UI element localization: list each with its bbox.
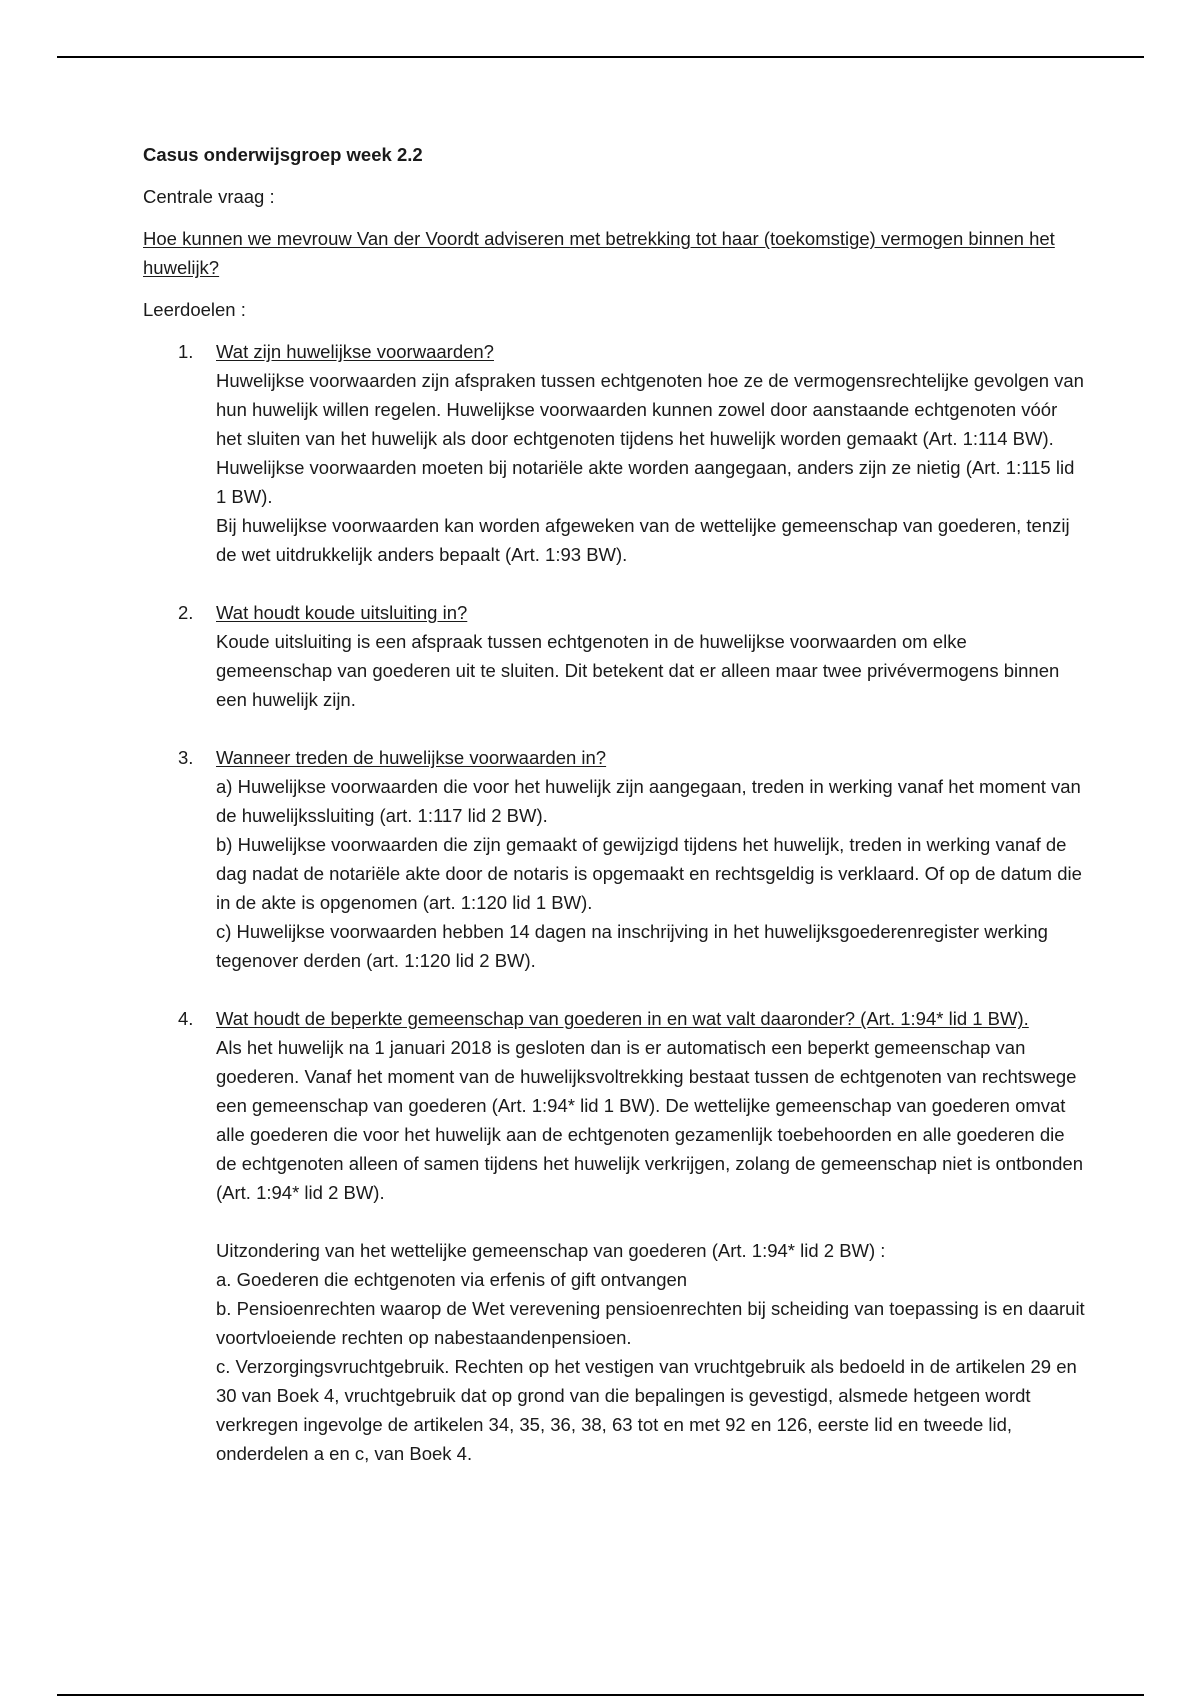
document-body	[143, 140, 1088, 1468]
question-heading: Wanneer treden de huwelijkse voorwaarden in?	[216, 747, 607, 768]
list-number: 2.	[178, 602, 194, 623]
central-question-label: Centrale vraag :	[143, 186, 275, 207]
answer-text: b) Huwelijkse voorwaarden die zijn gemaakt of gewijzigd tijdens het huwelijk, treden in werking vanaf de dag nadat de notariële akte door de notaris is opgemaakt en rechtsgeldig is verklaard. Of op de datum die in de akte is opgenomen (art. 1:120 lid 1 BW).	[216, 834, 1082, 913]
central-question: Hoe kunnen we mevrouw Van der Voordt adviseren met betrekking tot haar (toekomstige) vermogen binnen het huwelijk?	[143, 228, 1055, 278]
learning-goal-4	[143, 1004, 1088, 1468]
exception-item: c. Verzorgingsvruchtgebruik. Rechten op het vestigen van vruchtgebruik als bedoeld in de artikelen 29 en 30 van Boek 4, vruchtgebruik dat op grond van die bepalingen is gevestigd, alsmede hetgeen wordt verkregen ingevolge de artikelen 34, 35, 36, 38, 63 tot en met 92 en 126, eerste lid en tweede lid, onderdelen a en c, van Boek 4.	[216, 1356, 1077, 1464]
question-heading: Wat houdt de beperkte gemeenschap van goederen in en wat valt daaronder? (Art. 1:94* lid 1 BW).	[216, 1008, 1029, 1029]
learning-goal-2	[143, 598, 1088, 714]
answer-text: a) Huwelijkse voorwaarden die voor het huwelijk zijn aangegaan, treden in werking vanaf het moment van de huwelijkssluiting (art. 1:117 lid 2 BW).	[216, 776, 1081, 826]
learning-goals-label: Leerdoelen :	[143, 299, 246, 320]
answer-text: Huwelijkse voorwaarden zijn afspraken tussen echtgenoten hoe ze de vermogensrechtelijke gevolgen van hun huwelijk willen regelen. Huwelijkse voorwaarden kunnen zowel door aanstaande echtgenoten vóór het sluiten van het huwelijk als door echtgenoten tijdens het huwelijk worden gemaakt (Art. 1:114 BW). Huwelijkse voorwaarden moeten bij notariële akte worden aangegaan, anders zijn ze nietig (Art. 1:115 lid 1 BW).	[216, 370, 1084, 507]
list-number: 4.	[178, 1008, 194, 1029]
answer-text: c) Huwelijkse voorwaarden hebben 14 dagen na inschrijving in het huwelijksgoederenregister werking tegenover derden (art. 1:120 lid 2 BW).	[216, 921, 1048, 971]
paragraph-gap	[216, 1207, 1088, 1236]
document-title: Casus onderwijsgroep week 2.2	[143, 144, 423, 165]
answer-text: Als het huwelijk na 1 januari 2018 is gesloten dan is er automatisch een beperkt gemeenschap van goederen. Vanaf het moment van de huwelijksvoltrekking bestaat tussen de echtgenoten van rechtswege een gemeenschap van goederen (Art. 1:94* lid 1 BW). De wettelijke gemeenschap van goederen omvat alle goederen die voor het huwelijk aan de echtgenoten gezamenlijk toebehoorden en alle goederen die de echtgenoten alleen of samen tijdens het huwelijk verkrijgen, zolang de gemeenschap niet is ontbonden (Art. 1:94* lid 2 BW).	[216, 1037, 1083, 1203]
top-rule	[57, 56, 1144, 58]
exceptions-heading: Uitzondering van het wettelijke gemeenschap van goederen (Art. 1:94* lid 2 BW) :	[216, 1240, 886, 1261]
list-number: 1.	[178, 341, 194, 362]
list-number: 3.	[178, 747, 194, 768]
exception-item: a. Goederen die echtgenoten via erfenis of gift ontvangen	[216, 1269, 688, 1290]
learning-goal-1	[143, 337, 1088, 569]
question-heading: Wat zijn huwelijkse voorwaarden?	[216, 341, 494, 362]
exception-item: b. Pensioenrechten waarop de Wet verevening pensioenrechten bij scheiding van toepassing is en daaruit voortvloeiende rechten op nabestaandenpensioen.	[216, 1298, 1085, 1348]
answer-text: Bij huwelijkse voorwaarden kan worden afgeweken van de wettelijke gemeenschap van goederen, tenzij de wet uitdrukkelijk anders bepaalt (Art. 1:93 BW).	[216, 515, 1070, 565]
bottom-rule	[57, 1694, 1144, 1696]
learning-goal-3	[143, 743, 1088, 975]
answer-text: Koude uitsluiting is een afspraak tussen echtgenoten in de huwelijkse voorwaarden om elke gemeenschap van goederen uit te sluiten. Dit betekent dat er alleen maar twee privévermogens binnen een huwelijk zijn.	[216, 631, 1060, 710]
question-heading: Wat houdt koude uitsluiting in?	[216, 602, 468, 623]
learning-goals-list	[143, 337, 1088, 1468]
